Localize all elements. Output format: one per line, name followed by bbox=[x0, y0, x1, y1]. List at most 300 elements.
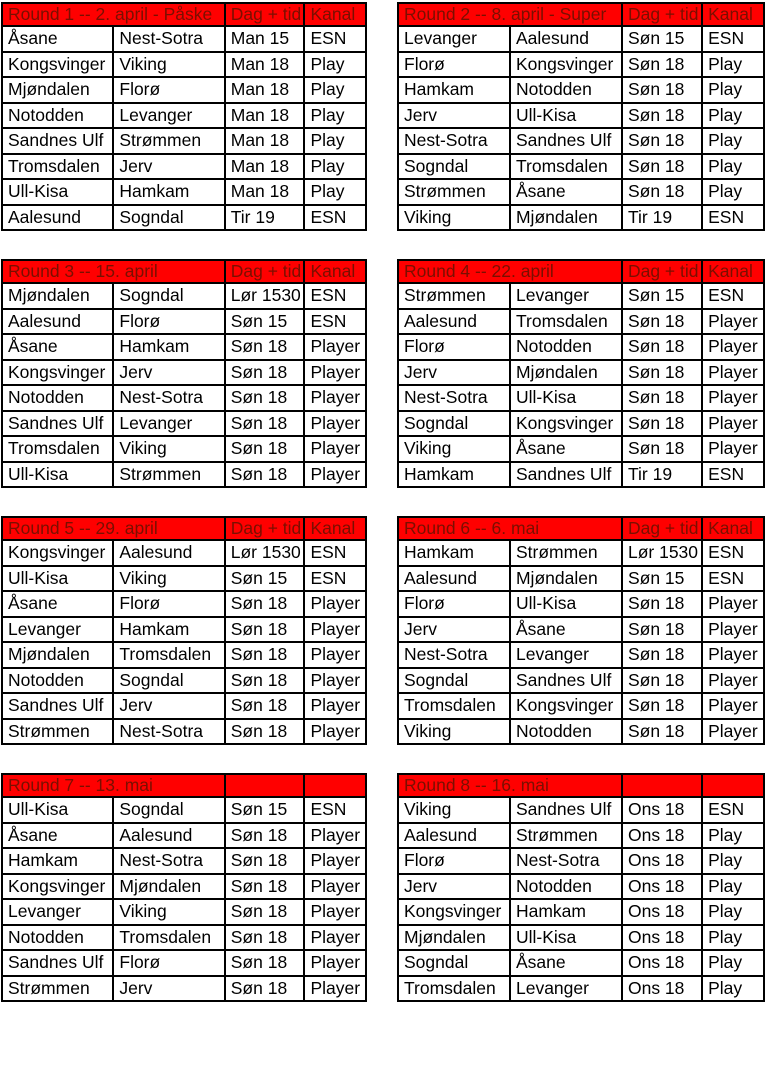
fixture-row bbox=[398, 540, 764, 566]
day-time-cell: Søn 18 bbox=[225, 462, 305, 488]
channel-cell: Player bbox=[702, 693, 764, 719]
fixture-row bbox=[2, 591, 366, 617]
away-team-cell: Åsane bbox=[510, 179, 622, 205]
channel-cell: ESN bbox=[304, 540, 366, 566]
home-team-cell: Viking bbox=[398, 719, 510, 745]
fixture-row bbox=[398, 976, 764, 1002]
home-team-cell: Åsane bbox=[2, 334, 113, 360]
channel-cell: Play bbox=[702, 874, 764, 900]
home-team-cell: Sandnes Ulf bbox=[2, 411, 113, 437]
day-time-cell: Man 15 bbox=[225, 26, 305, 52]
home-team-cell: Hamkam bbox=[2, 848, 113, 874]
day-time-cell: Man 18 bbox=[225, 52, 305, 78]
channel-cell: Play bbox=[702, 823, 764, 849]
away-team-cell: Strømmen bbox=[510, 823, 622, 849]
fixture-row bbox=[2, 462, 366, 488]
day-time-cell: Søn 18 bbox=[225, 693, 305, 719]
fixture-row bbox=[2, 950, 366, 976]
day-time-cell: Man 18 bbox=[225, 128, 305, 154]
kanal-column-header: Kanal bbox=[702, 260, 764, 283]
fixture-row bbox=[2, 848, 366, 874]
day-time-cell: Søn 18 bbox=[622, 411, 702, 437]
fixture-row bbox=[2, 77, 366, 103]
fixture-row bbox=[2, 309, 366, 335]
fixture-row bbox=[398, 154, 764, 180]
day-time-cell: Tir 19 bbox=[225, 205, 305, 231]
day-time-cell: Søn 18 bbox=[622, 693, 702, 719]
round-table bbox=[397, 516, 765, 745]
home-team-cell: Åsane bbox=[2, 26, 113, 52]
fixture-row bbox=[2, 205, 366, 231]
channel-cell: ESN bbox=[304, 309, 366, 335]
round-table bbox=[1, 516, 367, 745]
home-team-cell: Ull-Kisa bbox=[2, 179, 113, 205]
fixture-row bbox=[398, 462, 764, 488]
fixture-row bbox=[398, 874, 764, 900]
away-team-cell: Hamkam bbox=[113, 617, 224, 643]
round-title: Round 1 -- 2. april - Påske bbox=[2, 3, 225, 26]
home-team-cell: Hamkam bbox=[398, 77, 510, 103]
away-team-cell: Hamkam bbox=[510, 899, 622, 925]
away-team-cell: Tromsdalen bbox=[510, 309, 622, 335]
day-time-cell: Søn 18 bbox=[225, 848, 305, 874]
fixture-row bbox=[2, 976, 366, 1002]
dag-tid-column-header: Dag + tid bbox=[622, 517, 702, 540]
dag-tid-column-header: Dag + tid bbox=[622, 260, 702, 283]
channel-cell: Play bbox=[304, 154, 366, 180]
fixture-row bbox=[398, 385, 764, 411]
day-time-cell: Man 18 bbox=[225, 77, 305, 103]
channel-cell: Player bbox=[304, 462, 366, 488]
day-time-cell: Lør 1530 bbox=[225, 283, 305, 309]
day-time-cell: Søn 15 bbox=[225, 309, 305, 335]
home-team-cell: Jerv bbox=[398, 360, 510, 386]
day-time-cell: Søn 18 bbox=[225, 591, 305, 617]
away-team-cell: Florø bbox=[113, 950, 224, 976]
fixtures-body bbox=[398, 283, 764, 487]
home-team-cell: Kongsvinger bbox=[2, 874, 113, 900]
round-table bbox=[1, 259, 367, 488]
away-team-cell: Åsane bbox=[510, 617, 622, 643]
channel-cell: ESN bbox=[304, 283, 366, 309]
day-time-cell: Søn 18 bbox=[225, 925, 305, 951]
channel-cell: Play bbox=[702, 976, 764, 1002]
dag-tid-column-header: Dag + tid bbox=[225, 260, 305, 283]
away-team-cell: Levanger bbox=[510, 976, 622, 1002]
away-team-cell: Hamkam bbox=[113, 334, 224, 360]
kanal-column-header: Kanal bbox=[702, 3, 764, 26]
header-row bbox=[2, 3, 366, 26]
home-team-cell: Sogndal bbox=[398, 154, 510, 180]
day-time-cell: Søn 18 bbox=[225, 436, 305, 462]
day-time-cell: Ons 18 bbox=[622, 874, 702, 900]
channel-cell: Play bbox=[702, 179, 764, 205]
fixture-row bbox=[2, 668, 366, 694]
day-time-cell: Søn 18 bbox=[225, 668, 305, 694]
fixture-row bbox=[398, 179, 764, 205]
channel-cell: ESN bbox=[304, 797, 366, 823]
away-team-cell: Florø bbox=[113, 309, 224, 335]
channel-cell: Player bbox=[304, 436, 366, 462]
day-time-cell: Søn 18 bbox=[225, 719, 305, 745]
day-time-cell: Søn 18 bbox=[225, 360, 305, 386]
day-time-cell: Man 18 bbox=[225, 103, 305, 129]
fixture-row bbox=[2, 693, 366, 719]
day-time-cell: Søn 18 bbox=[225, 385, 305, 411]
day-time-cell: Tir 19 bbox=[622, 205, 702, 231]
away-team-cell: Sogndal bbox=[113, 205, 224, 231]
header-row bbox=[398, 774, 764, 797]
fixture-row bbox=[398, 205, 764, 231]
away-team-cell: Strømmen bbox=[510, 540, 622, 566]
channel-cell: ESN bbox=[702, 540, 764, 566]
channel-cell: ESN bbox=[304, 26, 366, 52]
away-team-cell: Mjøndalen bbox=[510, 360, 622, 386]
fixture-row bbox=[398, 668, 764, 694]
channel-cell: Player bbox=[304, 411, 366, 437]
channel-cell: Player bbox=[702, 334, 764, 360]
home-team-cell: Strømmen bbox=[2, 976, 113, 1002]
day-time-cell: Søn 18 bbox=[225, 411, 305, 437]
day-time-cell: Ons 18 bbox=[622, 823, 702, 849]
home-team-cell: Tromsdalen bbox=[2, 436, 113, 462]
away-team-cell: Sogndal bbox=[113, 668, 224, 694]
fixture-row bbox=[2, 642, 366, 668]
home-team-cell: Florø bbox=[398, 848, 510, 874]
home-team-cell: Notodden bbox=[2, 668, 113, 694]
home-team-cell: Aalesund bbox=[2, 205, 113, 231]
fixture-row bbox=[398, 309, 764, 335]
day-time-cell: Søn 18 bbox=[622, 436, 702, 462]
fixture-row bbox=[2, 797, 366, 823]
fixture-row bbox=[2, 385, 366, 411]
round-title: Round 8 -- 16. mai bbox=[398, 774, 622, 797]
channel-cell: Play bbox=[702, 128, 764, 154]
away-team-cell: Levanger bbox=[113, 103, 224, 129]
home-team-cell: Sogndal bbox=[398, 950, 510, 976]
away-team-cell: Jerv bbox=[113, 693, 224, 719]
day-time-cell: Man 18 bbox=[225, 154, 305, 180]
round-table-header bbox=[398, 3, 764, 26]
away-team-cell: Mjøndalen bbox=[510, 566, 622, 592]
fixture-row bbox=[398, 823, 764, 849]
channel-cell: Play bbox=[702, 103, 764, 129]
channel-cell: Play bbox=[304, 103, 366, 129]
dag-tid-column-header: Dag + tid bbox=[225, 3, 305, 26]
fixture-row bbox=[2, 360, 366, 386]
header-row bbox=[2, 774, 366, 797]
home-team-cell: Tromsdalen bbox=[398, 693, 510, 719]
fixture-row bbox=[398, 360, 764, 386]
home-team-cell: Aalesund bbox=[398, 566, 510, 592]
channel-cell: ESN bbox=[304, 205, 366, 231]
home-team-cell: Kongsvinger bbox=[2, 52, 113, 78]
away-team-cell: Sandnes Ulf bbox=[510, 797, 622, 823]
fixtures-body bbox=[2, 540, 366, 744]
day-time-cell: Ons 18 bbox=[622, 848, 702, 874]
home-team-cell: Levanger bbox=[398, 26, 510, 52]
home-team-cell: Mjøndalen bbox=[398, 925, 510, 951]
home-team-cell: Jerv bbox=[398, 617, 510, 643]
channel-cell: Player bbox=[304, 617, 366, 643]
channel-cell: ESN bbox=[304, 566, 366, 592]
channel-cell: Player bbox=[304, 925, 366, 951]
home-team-cell: Viking bbox=[398, 436, 510, 462]
kanal-column-header: Kanal bbox=[702, 517, 764, 540]
round-table bbox=[1, 2, 367, 231]
home-team-cell: Sogndal bbox=[398, 668, 510, 694]
home-team-cell: Hamkam bbox=[398, 540, 510, 566]
channel-cell: Play bbox=[702, 950, 764, 976]
away-team-cell: Åsane bbox=[510, 436, 622, 462]
fixture-row bbox=[2, 283, 366, 309]
channel-cell: Player bbox=[304, 668, 366, 694]
fixture-row bbox=[398, 436, 764, 462]
round-table bbox=[397, 259, 765, 488]
fixture-row bbox=[2, 334, 366, 360]
away-team-cell: Hamkam bbox=[113, 179, 224, 205]
day-time-cell: Søn 18 bbox=[622, 360, 702, 386]
away-team-cell: Sandnes Ulf bbox=[510, 128, 622, 154]
home-team-cell: Hamkam bbox=[398, 462, 510, 488]
fixture-row bbox=[398, 925, 764, 951]
fixture-row bbox=[2, 436, 366, 462]
day-time-cell: Søn 15 bbox=[622, 26, 702, 52]
away-team-cell: Nest-Sotra bbox=[510, 848, 622, 874]
home-team-cell: Levanger bbox=[2, 899, 113, 925]
day-time-cell: Lør 1530 bbox=[622, 540, 702, 566]
home-team-cell: Tromsdalen bbox=[398, 976, 510, 1002]
home-team-cell: Kongsvinger bbox=[2, 360, 113, 386]
kanal-column-header bbox=[702, 774, 764, 797]
channel-cell: Player bbox=[304, 591, 366, 617]
away-team-cell: Viking bbox=[113, 436, 224, 462]
channel-cell: Player bbox=[702, 385, 764, 411]
away-team-cell: Viking bbox=[113, 899, 224, 925]
home-team-cell: Florø bbox=[398, 591, 510, 617]
channel-cell: Player bbox=[702, 411, 764, 437]
fixtures-body bbox=[2, 797, 366, 1001]
home-team-cell: Strømmen bbox=[398, 283, 510, 309]
channel-cell: ESN bbox=[702, 26, 764, 52]
channel-cell: ESN bbox=[702, 205, 764, 231]
home-team-cell: Jerv bbox=[398, 103, 510, 129]
channel-cell: Player bbox=[702, 436, 764, 462]
channel-cell: Player bbox=[304, 848, 366, 874]
away-team-cell: Jerv bbox=[113, 360, 224, 386]
away-team-cell: Nest-Sotra bbox=[113, 385, 224, 411]
kanal-column-header: Kanal bbox=[304, 3, 366, 26]
round-table bbox=[397, 2, 765, 231]
day-time-cell: Søn 18 bbox=[622, 52, 702, 78]
home-team-cell: Levanger bbox=[2, 617, 113, 643]
fixture-row bbox=[2, 26, 366, 52]
away-team-cell: Levanger bbox=[113, 411, 224, 437]
day-time-cell: Søn 18 bbox=[622, 719, 702, 745]
home-team-cell: Ull-Kisa bbox=[2, 797, 113, 823]
day-time-cell: Søn 15 bbox=[225, 797, 305, 823]
fixture-row bbox=[398, 719, 764, 745]
home-team-cell: Kongsvinger bbox=[2, 540, 113, 566]
home-team-cell: Florø bbox=[398, 52, 510, 78]
away-team-cell: Notodden bbox=[510, 334, 622, 360]
channel-cell: Play bbox=[702, 154, 764, 180]
home-team-cell: Sandnes Ulf bbox=[2, 950, 113, 976]
home-team-cell: Kongsvinger bbox=[398, 899, 510, 925]
fixture-row bbox=[398, 848, 764, 874]
fixture-row bbox=[2, 154, 366, 180]
day-time-cell: Søn 18 bbox=[622, 591, 702, 617]
fixture-row bbox=[398, 950, 764, 976]
day-time-cell: Søn 18 bbox=[622, 309, 702, 335]
round-title: Round 6 -- 6. mai bbox=[398, 517, 622, 540]
away-team-cell: Florø bbox=[113, 591, 224, 617]
dag-tid-column-header bbox=[225, 774, 305, 797]
fixture-row bbox=[398, 26, 764, 52]
fixture-row bbox=[398, 334, 764, 360]
away-team-cell: Ull-Kisa bbox=[510, 103, 622, 129]
home-team-cell: Åsane bbox=[2, 591, 113, 617]
away-team-cell: Strømmen bbox=[113, 462, 224, 488]
day-time-cell: Ons 18 bbox=[622, 976, 702, 1002]
header-row bbox=[2, 517, 366, 540]
home-team-cell: Notodden bbox=[2, 925, 113, 951]
channel-cell: Play bbox=[702, 77, 764, 103]
day-time-cell: Søn 18 bbox=[622, 385, 702, 411]
fixture-row bbox=[2, 566, 366, 592]
day-time-cell: Søn 18 bbox=[622, 642, 702, 668]
fixture-row bbox=[398, 899, 764, 925]
away-team-cell: Tromsdalen bbox=[510, 154, 622, 180]
round-title: Round 3 -- 15. april bbox=[2, 260, 225, 283]
home-team-cell: Nest-Sotra bbox=[398, 385, 510, 411]
day-time-cell: Tir 19 bbox=[622, 462, 702, 488]
away-team-cell: Tromsdalen bbox=[113, 642, 224, 668]
channel-cell: Play bbox=[702, 899, 764, 925]
day-time-cell: Søn 18 bbox=[622, 154, 702, 180]
header-row bbox=[398, 517, 764, 540]
day-time-cell: Søn 18 bbox=[225, 874, 305, 900]
day-time-cell: Søn 15 bbox=[622, 566, 702, 592]
fixture-row bbox=[2, 411, 366, 437]
channel-cell: Player bbox=[304, 642, 366, 668]
day-time-cell: Søn 18 bbox=[225, 334, 305, 360]
home-team-cell: Strømmen bbox=[2, 719, 113, 745]
home-team-cell: Jerv bbox=[398, 874, 510, 900]
channel-cell: Play bbox=[304, 128, 366, 154]
channel-cell: ESN bbox=[702, 566, 764, 592]
channel-cell: Play bbox=[304, 77, 366, 103]
day-time-cell: Søn 18 bbox=[622, 334, 702, 360]
channel-cell: Play bbox=[702, 848, 764, 874]
away-team-cell: Levanger bbox=[510, 642, 622, 668]
away-team-cell: Ull-Kisa bbox=[510, 385, 622, 411]
fixtures-body bbox=[398, 540, 764, 744]
day-time-cell: Søn 18 bbox=[225, 950, 305, 976]
dag-tid-column-header bbox=[622, 774, 702, 797]
day-time-cell: Søn 18 bbox=[225, 617, 305, 643]
home-team-cell: Aalesund bbox=[2, 309, 113, 335]
day-time-cell: Søn 18 bbox=[622, 128, 702, 154]
kanal-column-header: Kanal bbox=[304, 517, 366, 540]
home-team-cell: Nest-Sotra bbox=[398, 642, 510, 668]
fixture-row bbox=[398, 693, 764, 719]
channel-cell: Player bbox=[304, 385, 366, 411]
fixture-row bbox=[398, 283, 764, 309]
home-team-cell: Nest-Sotra bbox=[398, 128, 510, 154]
fixture-row bbox=[2, 823, 366, 849]
away-team-cell: Nest-Sotra bbox=[113, 848, 224, 874]
fixture-row bbox=[398, 797, 764, 823]
day-time-cell: Søn 18 bbox=[622, 179, 702, 205]
away-team-cell: Ull-Kisa bbox=[510, 925, 622, 951]
day-time-cell: Lør 1530 bbox=[225, 540, 305, 566]
away-team-cell: Sandnes Ulf bbox=[510, 462, 622, 488]
fixture-row bbox=[398, 103, 764, 129]
channel-cell: Player bbox=[304, 874, 366, 900]
away-team-cell: Jerv bbox=[113, 154, 224, 180]
channel-cell: Play bbox=[304, 52, 366, 78]
round-table-header bbox=[398, 517, 764, 540]
home-team-cell: Sandnes Ulf bbox=[2, 128, 113, 154]
home-team-cell: Mjøndalen bbox=[2, 642, 113, 668]
channel-cell: Player bbox=[702, 617, 764, 643]
dag-tid-column-header: Dag + tid bbox=[225, 517, 305, 540]
away-team-cell: Aalesund bbox=[510, 26, 622, 52]
home-team-cell: Ull-Kisa bbox=[2, 462, 113, 488]
channel-cell: Player bbox=[304, 334, 366, 360]
channel-cell: Player bbox=[702, 719, 764, 745]
fixture-row bbox=[398, 411, 764, 437]
day-time-cell: Søn 18 bbox=[225, 899, 305, 925]
away-team-cell: Sandnes Ulf bbox=[510, 668, 622, 694]
home-team-cell: Viking bbox=[398, 205, 510, 231]
home-team-cell: Åsane bbox=[2, 823, 113, 849]
day-time-cell: Søn 18 bbox=[225, 642, 305, 668]
day-time-cell: Ons 18 bbox=[622, 797, 702, 823]
day-time-cell: Søn 15 bbox=[225, 566, 305, 592]
away-team-cell: Notodden bbox=[510, 874, 622, 900]
channel-cell: Player bbox=[304, 976, 366, 1002]
channel-cell: Player bbox=[304, 360, 366, 386]
away-team-cell: Kongsvinger bbox=[510, 693, 622, 719]
channel-cell: Play bbox=[304, 179, 366, 205]
away-team-cell: Nest-Sotra bbox=[113, 719, 224, 745]
home-team-cell: Aalesund bbox=[398, 823, 510, 849]
fixtures-body bbox=[398, 797, 764, 1001]
home-team-cell: Mjøndalen bbox=[2, 283, 113, 309]
away-team-cell: Viking bbox=[113, 566, 224, 592]
fixture-row bbox=[2, 128, 366, 154]
home-team-cell: Sandnes Ulf bbox=[2, 693, 113, 719]
day-time-cell: Søn 18 bbox=[622, 103, 702, 129]
away-team-cell: Mjøndalen bbox=[510, 205, 622, 231]
home-team-cell: Viking bbox=[398, 797, 510, 823]
channel-cell: Player bbox=[304, 899, 366, 925]
away-team-cell: Sogndal bbox=[113, 797, 224, 823]
channel-cell: Player bbox=[304, 823, 366, 849]
home-team-cell: Sogndal bbox=[398, 411, 510, 437]
away-team-cell: Viking bbox=[113, 52, 224, 78]
round-table bbox=[1, 773, 367, 1002]
day-time-cell: Ons 18 bbox=[622, 950, 702, 976]
away-team-cell: Strømmen bbox=[113, 128, 224, 154]
round-table-header bbox=[398, 260, 764, 283]
channel-cell: Player bbox=[304, 719, 366, 745]
fixture-row bbox=[2, 103, 366, 129]
away-team-cell: Aalesund bbox=[113, 823, 224, 849]
channel-cell: Player bbox=[304, 950, 366, 976]
